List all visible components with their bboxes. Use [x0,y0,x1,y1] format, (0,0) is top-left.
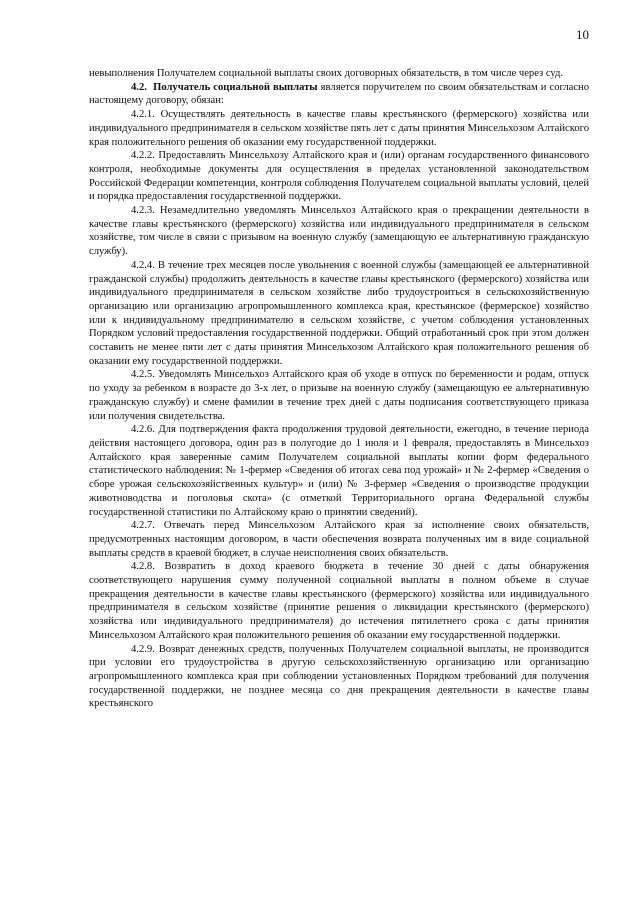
paragraph-4-2-6 [89,423,589,519]
paragraph-4-2-3 [89,204,589,259]
clause-number: 4.2.2. [131,150,155,162]
page-number: 10 [576,27,589,42]
paragraph-4-2-4 [89,259,589,369]
paragraph-4-2-7 [89,519,589,560]
paragraph-text: В течение трех месяцев после увольнения с военной службы (замещающей ее альтернативной гражданской службы) продолжить деятельность в качестве главы крестьянского (фермерского) хозяйства или индивидуального предпринимателя в сельском хозяйстве либо трудоустроиться в сельскохозяйственную организацию или организацию агропромышленного комплекса края, крестьянское (фермерское) хозяйство или к индивидуальному предпринимателю в сельском хозяйстве, с учетом соблюдения установленных Порядком условий предоставления государственной поддержки. Общий отработанный срок при этом должен составить не менее пяти лет с даты принятия Минсельхозом Алтайского края положительного решения об оказании ему государственной поддержки. [89,259,589,367]
clause-number: 4.2.5. [131,369,155,381]
paragraph-4-2 [89,81,589,108]
paragraph-4-2-9 [89,643,589,712]
paragraph-text: является поручителем по своим обязательствам и согласно настоящему договору, обязан: [89,81,589,107]
paragraph-continuation [89,67,589,81]
paragraph-4-2-2 [89,149,589,204]
clause-number: 4.2.3. [131,205,155,217]
clause-number: 4.2.8. [131,561,155,573]
document-body [89,67,589,711]
paragraph-text: Возврат денежных средств, полученных Получателем социальной выплаты, не производится при условии его трудоустройства в другую сельскохозяйственную организацию или организацию агропромышленного комплекса края при соблюдении установленных Порядком требований для получения государственной поддержки, не позднее месяца со дня прекращения деятельности в качестве главы крестьянского [89,643,590,710]
bold-lead: Получатель социальной выплаты [153,81,318,93]
paragraph-text: Предоставлять Минсельхозу Алтайского края и (или) органам государственного финансового контроля, необходимые документы для осуществления в пределах установленной законодательством Российской Федерации компетенции, контроля соблюдения Получателем социальной выплаты условий, целей и порядка предоставления государственной поддержки. [89,150,589,203]
paragraph-text: Уведомлять Минсельхоз Алтайского края об уходе в отпуск по беременности и родам, отпуск по уходу за ребенком в возрасте до 3-х лет, о призыве на военную службу (замещающую ее альтернативную гражданскую службу) и смене фамилии в течение трех дней с даты подписания соответствующего приказа или получения свидетельства. [89,369,590,422]
clause-number: 4.2.1. [131,109,155,121]
paragraph-text: Возвратить в доход краевого бюджета в течение 30 дней с даты обнаружения соответствующего нарушения сумму полученной социальной выплаты в полном объеме в случае прекращения деятельности в качестве главы крестьянского (фермерского) хозяйства или индивидуального предпринимателя в сельском хозяйстве (принятие решения о ликвидации крестьянского (фермерского) хозяйства или индивидуального предпринимателя) до истечения пятилетнего срока с даты принятия Минсельхозом Алтайского края положительного решения об оказании ему государственной поддержки. [89,561,589,641]
paragraph-text: невыполнения Получателем социальной выплаты своих договорных обязательств, в том числе через суд. [89,68,564,79]
clause-number: 4.2.4. [131,259,155,271]
clause-number: 4.2.6. [131,424,155,436]
section-number: 4.2. [131,81,147,93]
paragraph-text: Отвечать перед Минсельхозом Алтайского края за исполнение своих обязательств, предусмотренных настоящим договором, в части обеспечения возврата полученных им в виде социальной выплаты средств в краевой бюджет, в случае неисполнения своих обязательств. [89,520,589,559]
paragraph-text: Незамедлительно уведомлять Минсельхоз Алтайского края о прекращении деятельности в качестве главы крестьянского (фермерского) хозяйства или индивидуального предпринимателя в сельском хозяйстве, том числе в связи с призывом на военную службу (замещающую ее альтернативную гражданскую службу). [89,205,589,258]
paragraph-4-2-8 [89,560,589,642]
clause-number: 4.2.9. [131,643,155,655]
paragraph-4-2-1 [89,108,589,149]
clause-number: 4.2.7. [131,520,155,532]
paragraph-text: Для подтверждения факта продолжения трудовой деятельности, ежегодно, в течение периода действия настоящего договора, один раз в полугодие до 1 июля и 1 февраля, предоставлять в Минсельхоз Алтайского края заверенные самим Получателем социальной выплаты копии форм федерального статистического наблюдения: № 1-фермер «Сведения об итогах сева под урожай» и № 2-фермер «Сведения о сборе урожая сельскохозяйственных культур» и (или) № 3-фермер «Сведения о производстве продукции животноводства и поголовья скота» (с отметкой Территориального органа Федеральной службы государственной статистики по Алтайскому краю о принятии сведений). [89,424,590,518]
paragraph-text: Осуществлять деятельность в качестве главы крестьянского (фермерского) хозяйства или индивидуального предпринимателя в сельском хозяйстве пять лет с даты принятия Минсельхозом Алтайского края положительного решения об оказании ему государственной поддержки. [89,109,589,148]
paragraph-4-2-5 [89,368,589,423]
